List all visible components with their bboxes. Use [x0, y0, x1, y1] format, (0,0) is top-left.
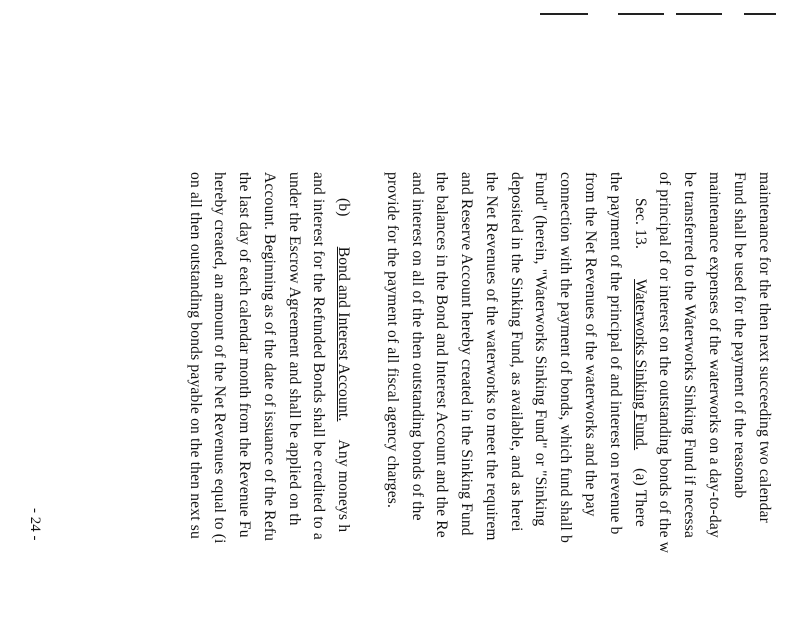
text-line	[731, 172, 747, 498]
line-text: maintenance expenses of the waterworks on a day-to-day	[706, 172, 723, 538]
line-text: Account. Beginning as of the date of issuance of the Refu	[261, 172, 278, 542]
line-heading: Bond and Interest Account.	[335, 246, 352, 422]
line-text: Any moneys h	[335, 439, 352, 533]
line-text: connection with the payment of bonds, which fund shall b	[557, 172, 574, 544]
line-text: under the Escrow Agreement and shall be applied on th	[286, 172, 303, 526]
text-line	[681, 172, 697, 538]
text-line	[458, 172, 474, 536]
text-line	[236, 172, 252, 538]
text-line	[187, 172, 203, 539]
line-text: of principal of or interest on the outstanding bonds of the w	[656, 172, 673, 554]
line-text: hereby created, an amount of the Net Revenues equal to (i	[211, 172, 228, 544]
line-text: and interest on all of the then outstanding bonds of the	[409, 172, 426, 521]
text-line	[310, 172, 326, 540]
header-rule	[744, 13, 776, 15]
line-text: maintenance for the then next succeeding two calendar	[756, 172, 773, 524]
line-text: the last day of each calendar month from the Revenue Fu	[236, 172, 253, 538]
text-line	[582, 172, 598, 517]
text-line	[211, 172, 227, 544]
page-number: - 24 -	[27, 508, 43, 541]
line-text: (a) There	[632, 468, 649, 527]
line-text: the balances in the Bond and Interest Account and the Re	[433, 172, 450, 538]
line-heading: Waterworks Sinking Fund.	[632, 279, 649, 451]
line-text: from the Net Revenues of the waterworks and the pay	[582, 172, 599, 517]
text-line	[335, 198, 351, 532]
line-prefix: (b)	[335, 198, 352, 217]
text-line	[433, 172, 449, 538]
line-text: and interest for the Refunded Bonds shall be credited to a	[310, 172, 327, 540]
line-text: Fund" (herein, "Waterworks Sinking Fund" or "Sinking	[532, 172, 549, 527]
line-text: and Reserve Account hereby created in the Sinking Fund	[458, 172, 475, 536]
header-rule	[676, 13, 722, 15]
text-line	[409, 172, 425, 521]
line-prefix: Sec. 13.	[632, 198, 649, 250]
header-rule	[540, 13, 588, 15]
text-line	[384, 172, 400, 508]
text-line	[706, 172, 722, 538]
text-line	[632, 198, 648, 527]
line-text: be transferred to the Waterworks Sinking Fund if necessa	[681, 172, 698, 539]
text-line	[557, 172, 573, 543]
line-text: the Net Revenues of the waterworks to meet the requirem	[483, 172, 500, 541]
text-line	[483, 172, 499, 541]
line-text: deposited in the Sinking Fund, as available, and as herei	[508, 172, 525, 532]
text-line	[261, 172, 277, 541]
text-line	[656, 172, 672, 553]
line-text: Fund shall be used for the payment of the reasonab	[731, 172, 748, 499]
header-rule	[618, 13, 664, 15]
text-line	[508, 172, 524, 532]
text-line	[756, 172, 772, 523]
line-text: on all then outstanding bonds payable on the then next su	[187, 172, 204, 539]
text-line	[286, 172, 302, 526]
text-line	[607, 172, 623, 535]
line-text: provide for the payment of all fiscal agency charges.	[384, 172, 401, 509]
line-text: the payment of the principal of and interest on revenue b	[607, 172, 624, 535]
text-line	[532, 172, 548, 526]
